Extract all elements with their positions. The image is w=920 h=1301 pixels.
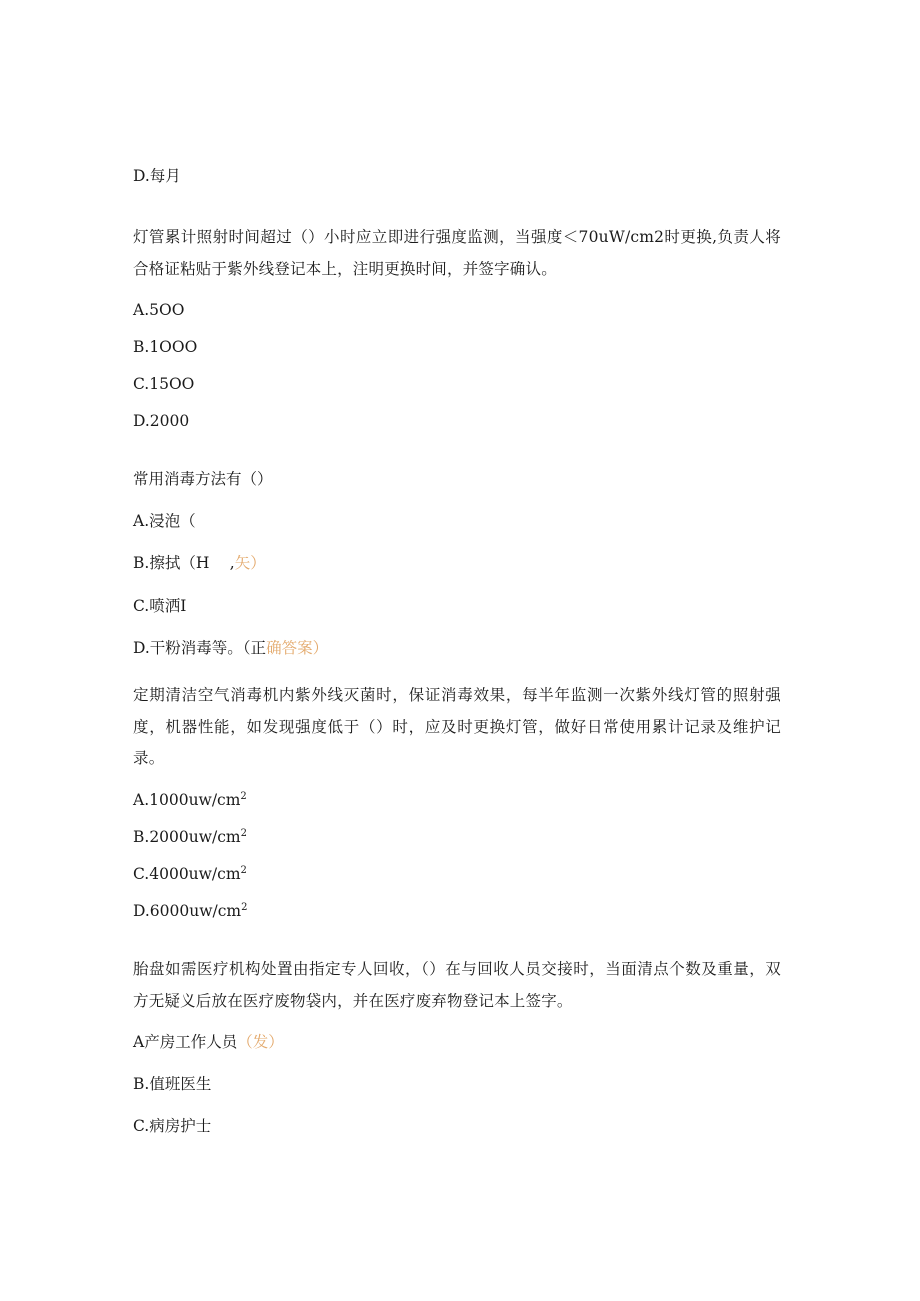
q4-option-c: C.病房护士 (133, 1117, 212, 1135)
q2-option-c: C.喷洒I (133, 597, 187, 615)
q1-option-c: C.15OO (133, 375, 195, 393)
q4-stem: 胎盘如需医疗机构处置由指定专人回收，（）在与回收人员交接时，当面清点个数及重量，双方无疑义后放在医疗废物袋内，并在医疗废弃物登记本上签字。 (133, 960, 781, 1010)
q3-option-b (133, 827, 247, 847)
q3-option-c-sup: 2 (240, 865, 247, 876)
q4-option-b: B.值班医生 (133, 1075, 212, 1093)
q2-option-b-mark: 矢） (234, 554, 266, 572)
q1-option-a: A.5OO (133, 301, 185, 319)
q1-option-d: D.2000 (133, 412, 190, 430)
q3-option-c (133, 864, 247, 884)
q2-option-d-text: D.干粉消毒等。（正 (133, 639, 267, 657)
q1-stem: 灯管累计照射时间超过（）小时应立即进行强度监测，当强度＜70uW/cm2时更换,负责人将合格证粘贴于紫外线登记本上，注明更换时间，并签字确认。 (133, 228, 781, 278)
q3-option-b-sup: 2 (240, 828, 247, 839)
q3-option-d-text: D.6000uw/cm (133, 902, 242, 920)
q3-option-a-text: A.1000uw/cm (133, 791, 241, 809)
q2-option-a: A.浸泡（ (133, 512, 196, 530)
q2-option-d-mark: 确答案） (266, 639, 329, 657)
q3-option-d (133, 901, 247, 921)
q3-option-a-sup: 2 (240, 791, 247, 802)
q3-option-c-text: C.4000uw/cm (133, 865, 241, 883)
q3-option-a (133, 790, 247, 810)
q3-option-b-text: B.2000uw/cm (133, 828, 241, 846)
q4-option-a-mark: （发） (237, 1033, 284, 1051)
q2-option-b-text: B.擦拭（H , (133, 554, 235, 572)
q3-stem: 定期清洁空气消毒机内紫外线灭菌时，保证消毒效果，每半年监测一次紫外线灯管的照射强度，机器性能，如发现强度低于（）时，应及时更换灯管，做好日常使用累计记录及维护记录。 (133, 686, 781, 767)
q4-option-a-text: A产房工作人员 (133, 1033, 238, 1051)
q4-option-a (133, 1032, 284, 1052)
q2-stem: 常用消毒方法有（） (133, 470, 273, 488)
q3-option-d-sup: 2 (241, 902, 248, 913)
q1-option-b: B.1OOO (133, 338, 198, 356)
q2-option-d (133, 638, 328, 658)
q2-option-b (133, 553, 266, 573)
q0-option-d: D.每月 (133, 167, 181, 185)
